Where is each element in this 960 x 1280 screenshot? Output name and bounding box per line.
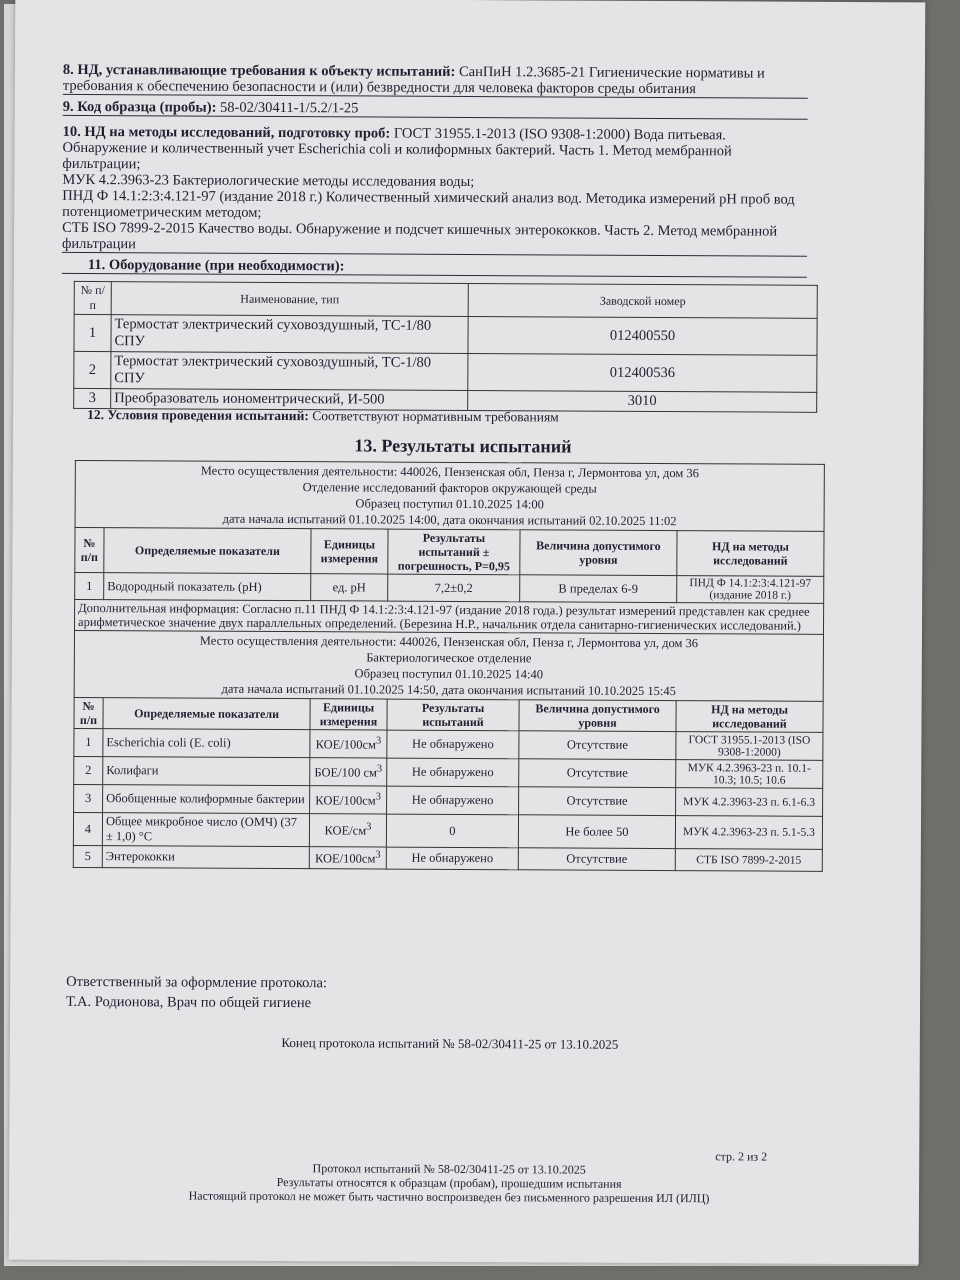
section-9 <box>63 99 808 120</box>
equipment-table <box>73 281 818 413</box>
table-row: 4 Общее микробное число (ОМЧ) (37 ± 1,0) °С КОЕ/$см^3$ 0 Не более 50 МУК 4.2.3963-23 п. 5.1-5.3 <box>73 812 822 849</box>
section-11 <box>62 257 807 278</box>
section-9-label: 9. Код образца (пробы): <box>62 98 217 116</box>
table-row: 3 Преобразователь иономентрический, И-500 3010 <box>74 388 817 412</box>
col-serial: Заводской номер <box>468 284 817 319</box>
section-11-label: 11. Оборудование (при необходимости): <box>87 257 345 275</box>
footer-line-3: Настоящий протокол не может быть частично воспроизведен без письменного разрешения ИЛ (ИЛЦ) <box>188 1188 710 1206</box>
table-row: 1 Escherichia coli (E. coli) КОЕ/$100см^3$ Не обнаружено Отсутствие ГОСТ 31955.1-2013 (ISO 9308-1:2000) <box>74 728 823 760</box>
lab-header <box>75 460 824 531</box>
responsible-name: Т.А. Родионова, Врач по общей гигиене <box>66 993 312 1012</box>
results-title: 13. Результаты испытаний <box>354 435 572 457</box>
table-row: 1 Водородный показатель (pH) ед. pH 7,2±0,2 В пределах 6-9 ПНД Ф 14.1:2:3:4.121-97 (издание 2018 г.) <box>75 572 824 603</box>
table-row: 2 Термостат электрический суховоздушный, ТС-1/80 СПУ 012400536 <box>74 351 817 392</box>
section-8 <box>63 62 808 99</box>
col-name: Наименование, тип <box>111 282 468 317</box>
method-line-1: ГОСТ 31955.1-2013 (ISO 9308-1:2000) Вода питьевая. Обнаружение и количественный учет Escherichia coli и колиформных бактерий. Часть 1. Метод мембранной фильтрации; <box>62 125 732 173</box>
table-row: 1 Термостат электрический суховоздушный, ТС-1/80 СПУ 012400550 <box>74 314 817 355</box>
place: Место осуществления деятельности: 440026, Пензенская обл, Пенза г, Лермонтова ул, дом 36 <box>199 633 699 651</box>
table-row: 2 Колифаги БОЕ/100 $см^3$ Не обнаружено Отсутствие МУК 4.2.3963-23 п. 10.1-10.3; 10.5; 10.6 <box>74 756 823 788</box>
table-row: 5 Энтерококки КОЕ/$100см^3$ Не обнаружено Отсутствие СТБ ISO 7899-2-2015 <box>73 845 822 871</box>
conditions-text: Соответствуют нормативным требованиям <box>312 408 559 425</box>
results-table-chemical: Место осуществления деятельности: 440026, Пензенская обл, Пенза г, Лермонтова ул, дом 36 Отделение исследований факторов окружающей среды Образец поступил 01.10.2025 14:00 дата начала испытаний 01.10.2025 14:00, дата окончания испытаний 02.10.2025 11:02 № п/п Определяемые показатели Единицы измерения Результаты испытаний ± погрешность, P=0,95 Величина допустимого уровня НД на методы исследований 1 Водородный показатель (pH) ед. pH 7,2±0,2 В пределах 6-9 ПНД Ф 14.1:2:3:4.121-97 (издание 2018 г.) Дополнительная информация: Согласно п.11 ПНД Ф 14.1:2:3:4.121-97 (издание 2018 года.) результат измерений представлен как среднее арифметическое значение двух параллельных определений. (Березина Н.Р., начальник отдела санитарно-гигиенических исследований.) Место осуществления деятельности: 440026, Пензенская обл, Пенза г, Лермонтова ул, дом 36 Бактериологическое отделение Образец поступил 01.10.2025 14:40 дата начала испытаний 01.10.2025 14:50, дата окончания испытаний 10.10.2025 15:45 № п/п Определяемые показатели Единицы измерения Результаты испытаний Величина допустимого уровня НД на методы исследований 1 Escherichia coli (E. coli) КОЕ/$100см^3$ Не обнаружено Отсутствие ГОСТ 31955.1-2013 (ISO 9308-1:2000) 2 Колифаги БОЕ/100 $см^3$ Не обнаружено Отсутствие МУК 4.2.3963-23 п. 10.1-10.3; 10.5; 10.6 3 Обобщенные колиформные бактерии КОЕ/$100см^3$ Не обнаружено Отсутствие МУК 4.2.3963-23 п. 6.1-6.3 4 Общее микробное число (ОМЧ) (37 ± 1,0) °С КОЕ/$см^3$ 0 Не более 50 МУК 4.2.3963-23 п. 5.1-5.3 5 Энтерококки КОЕ/$100см^3$ Не обнаружено Отсутствие СТБ ISO 7899-2-2015 <box>73 460 825 872</box>
document-page <box>9 0 926 1264</box>
section-10 <box>62 124 808 257</box>
place: Место осуществления деятельности: 440026, Пензенская обл, Пенза г, Лермонтова ул, дом 36 <box>200 463 699 481</box>
section-10-label: 10. НД на методы исследований, подготовку проб: <box>62 123 391 142</box>
received: Образец поступил 01.10.2025 14:40 <box>354 666 544 682</box>
method-line-2: МУК 4.2.3963-23 Бактериологические методы исследования воды; <box>62 171 475 191</box>
section-12-label: 12. Условия проведения испытаний: <box>87 407 309 424</box>
section-8-label: 8. НД, устанавливающие требования к объекту испытаний: <box>62 61 456 80</box>
lab-header <box>74 630 823 701</box>
footer <box>9 1160 889 1207</box>
department: Бактериологическое отделение <box>366 650 532 666</box>
section-12 <box>61 407 806 427</box>
col-number: № п/п <box>74 281 111 314</box>
footer-line-1: Протокол испытаний № 58-02/30411-25 от 13.10.2025 <box>312 1161 586 1177</box>
protocol-end: Конец протокола испытаний № 58-02/30411-25 от 13.10.2025 <box>281 1035 619 1052</box>
test-dates: дата начала испытаний 01.10.2025 14:50, дата окончания испытаний 10.10.2025 15:45 <box>221 681 676 699</box>
received: Образец поступил 01.10.2025 14:00 <box>355 496 544 512</box>
table-row: 3 Обобщенные колиформные бактерии КОЕ/$100см^3$ Не обнаружено Отсутствие МУК 4.2.3963-23 п. 6.1-6.3 <box>74 784 823 816</box>
test-dates: дата начала испытаний 01.10.2025 14:00, дата окончания испытаний 02.10.2025 11:02 <box>222 511 677 529</box>
sample-code: 58-02/30411-1/5.2/1-25 <box>220 99 359 117</box>
page-number: стр. 2 из 2 <box>715 1149 768 1164</box>
department: Отделение исследований факторов окружающей среды <box>302 480 597 496</box>
additional-info: Дополнительная информация: Согласно п.11 ПНД Ф 14.1:2:3:4.121-97 (издание 2018 года.) результат измерений представлен как среднее арифметическое значение двух параллельных определений. (Березина Н.Р., начальник отдела санитарно-гигиенических исследований.) <box>74 599 823 634</box>
footer-line-2: Результаты относятся к образцам (пробам), прошедшим испытания <box>276 1175 622 1191</box>
responsible-label: Ответственный за оформление протокола: <box>66 973 328 992</box>
responsible-signature <box>66 972 327 1013</box>
section-8-text: СанПиН 1.2.3685-21 Гигиенические нормативы и требования к обеспечению безопасности и (или) безвредности для человека факторов среды обитания <box>62 63 765 98</box>
method-line-3: ПНД Ф 14.1:2:3:4.121-97 (издание 2018 г.) Количественный химический анализ вод. Методика измерений pH проб вод потенциометрическим методом; <box>62 187 795 221</box>
method-line-4: СТБ ISO 7899-2-2015 Качество воды. Обнаружение и подсчет кишечных энтерококков. Часть 2. Метод мембранной фильтрации <box>61 219 778 253</box>
